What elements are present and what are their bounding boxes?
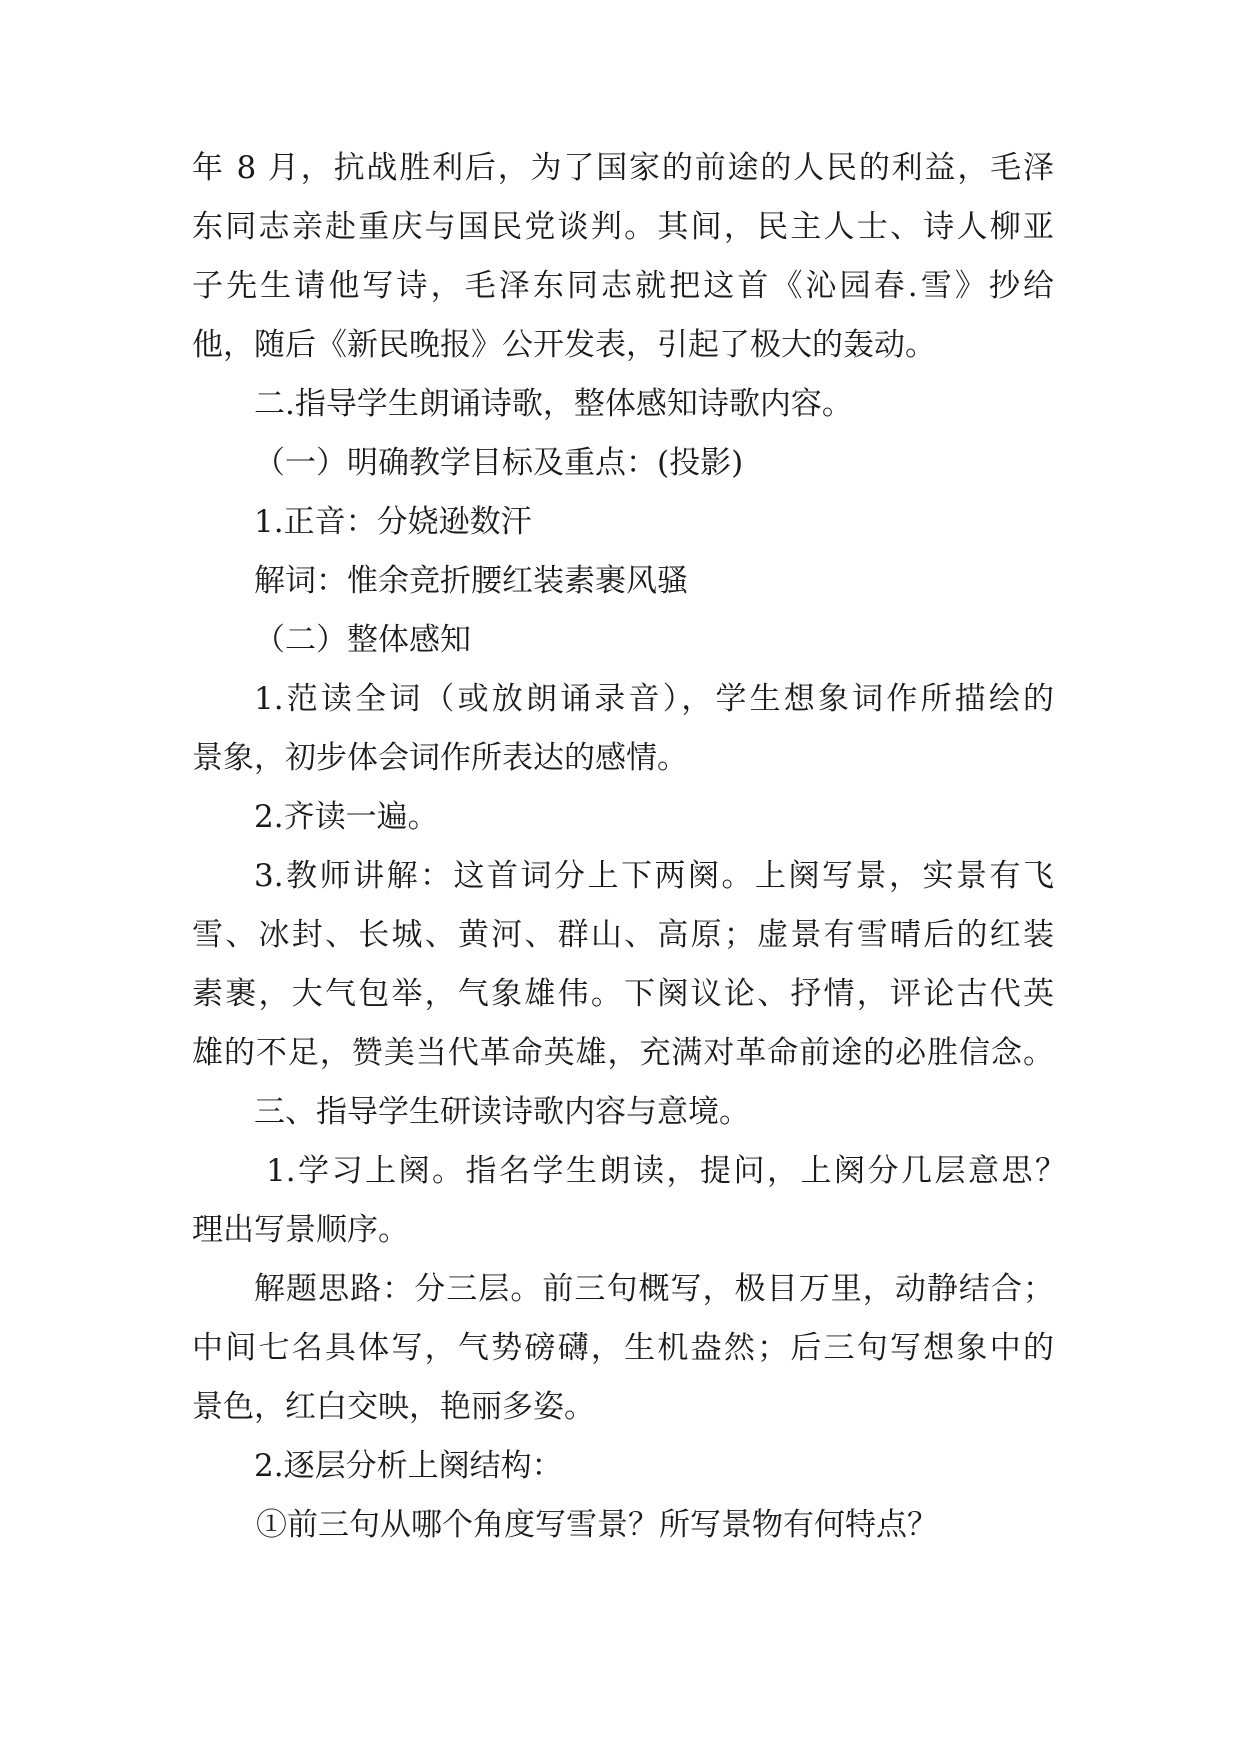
text-line: 2.齐读一遍。 xyxy=(254,799,439,835)
text-line: 素裹，大气包举，气象雄伟。下阕议论、抒情，评论古代英 xyxy=(192,976,1054,1012)
text-line: 解题思路：分三层。前三句概写，极目万里，动静结合； xyxy=(254,1271,1054,1307)
text-line: 雄的不足，赞美当代革命英雄，充满对革命前途的必胜信念。 xyxy=(192,1035,1054,1071)
text-line: 景色，红白交映，艳丽多姿。 xyxy=(192,1389,595,1425)
text-line: 年 8 月，抗战胜利后，为了国家的前途的人民的利益，毛泽 xyxy=(192,150,1054,186)
text-line: 中间七名具体写，气势磅礴，生机盎然；后三句写想象中的 xyxy=(192,1330,1054,1366)
subsection-heading: （二）整体感知 xyxy=(254,622,471,658)
text-line: 1.正音：分娆逊数汗 xyxy=(254,504,532,540)
subsection-heading: （一）明确教学目标及重点：(投影) xyxy=(254,445,744,481)
text-line: 2.逐层分析上阕结构： xyxy=(254,1448,563,1484)
text-line: 景象，初步体会词作所表达的感情。 xyxy=(192,740,688,776)
text-line: 3.教师讲解：这首词分上下两阕。上阕写景，实景有飞 xyxy=(254,858,1054,894)
text-line: 1.学习上阕。指名学生朗读，提问，上阕分几层意思？ xyxy=(266,1153,1066,1189)
text-line: 解词：惟余竞折腰红装素裹风骚 xyxy=(254,563,688,599)
text-line: 雪、冰封、长城、黄河、群山、高原；虚景有雪晴后的红装 xyxy=(192,917,1054,953)
text-line: 他，随后《新民晚报》公开发表，引起了极大的轰动。 xyxy=(192,327,936,363)
text-line: 1.范读全词（或放朗诵录音），学生想象词作所描绘的 xyxy=(254,681,1054,717)
section-heading: 二.指导学生朗诵诗歌，整体感知诗歌内容。 xyxy=(254,386,853,422)
text-line: 子先生请他写诗，毛泽东同志就把这首《沁园春.雪》抄给 xyxy=(192,268,1054,304)
text-line: 东同志亲赴重庆与国民党谈判。其间，民主人士、诗人柳亚 xyxy=(192,209,1054,245)
section-heading: 三、指导学生研读诗歌内容与意境。 xyxy=(254,1094,750,1130)
text-line: 理出写景顺序。 xyxy=(192,1212,409,1248)
text-line: ①前三句从哪个角度写雪景？所写景物有何特点？ xyxy=(256,1507,938,1543)
